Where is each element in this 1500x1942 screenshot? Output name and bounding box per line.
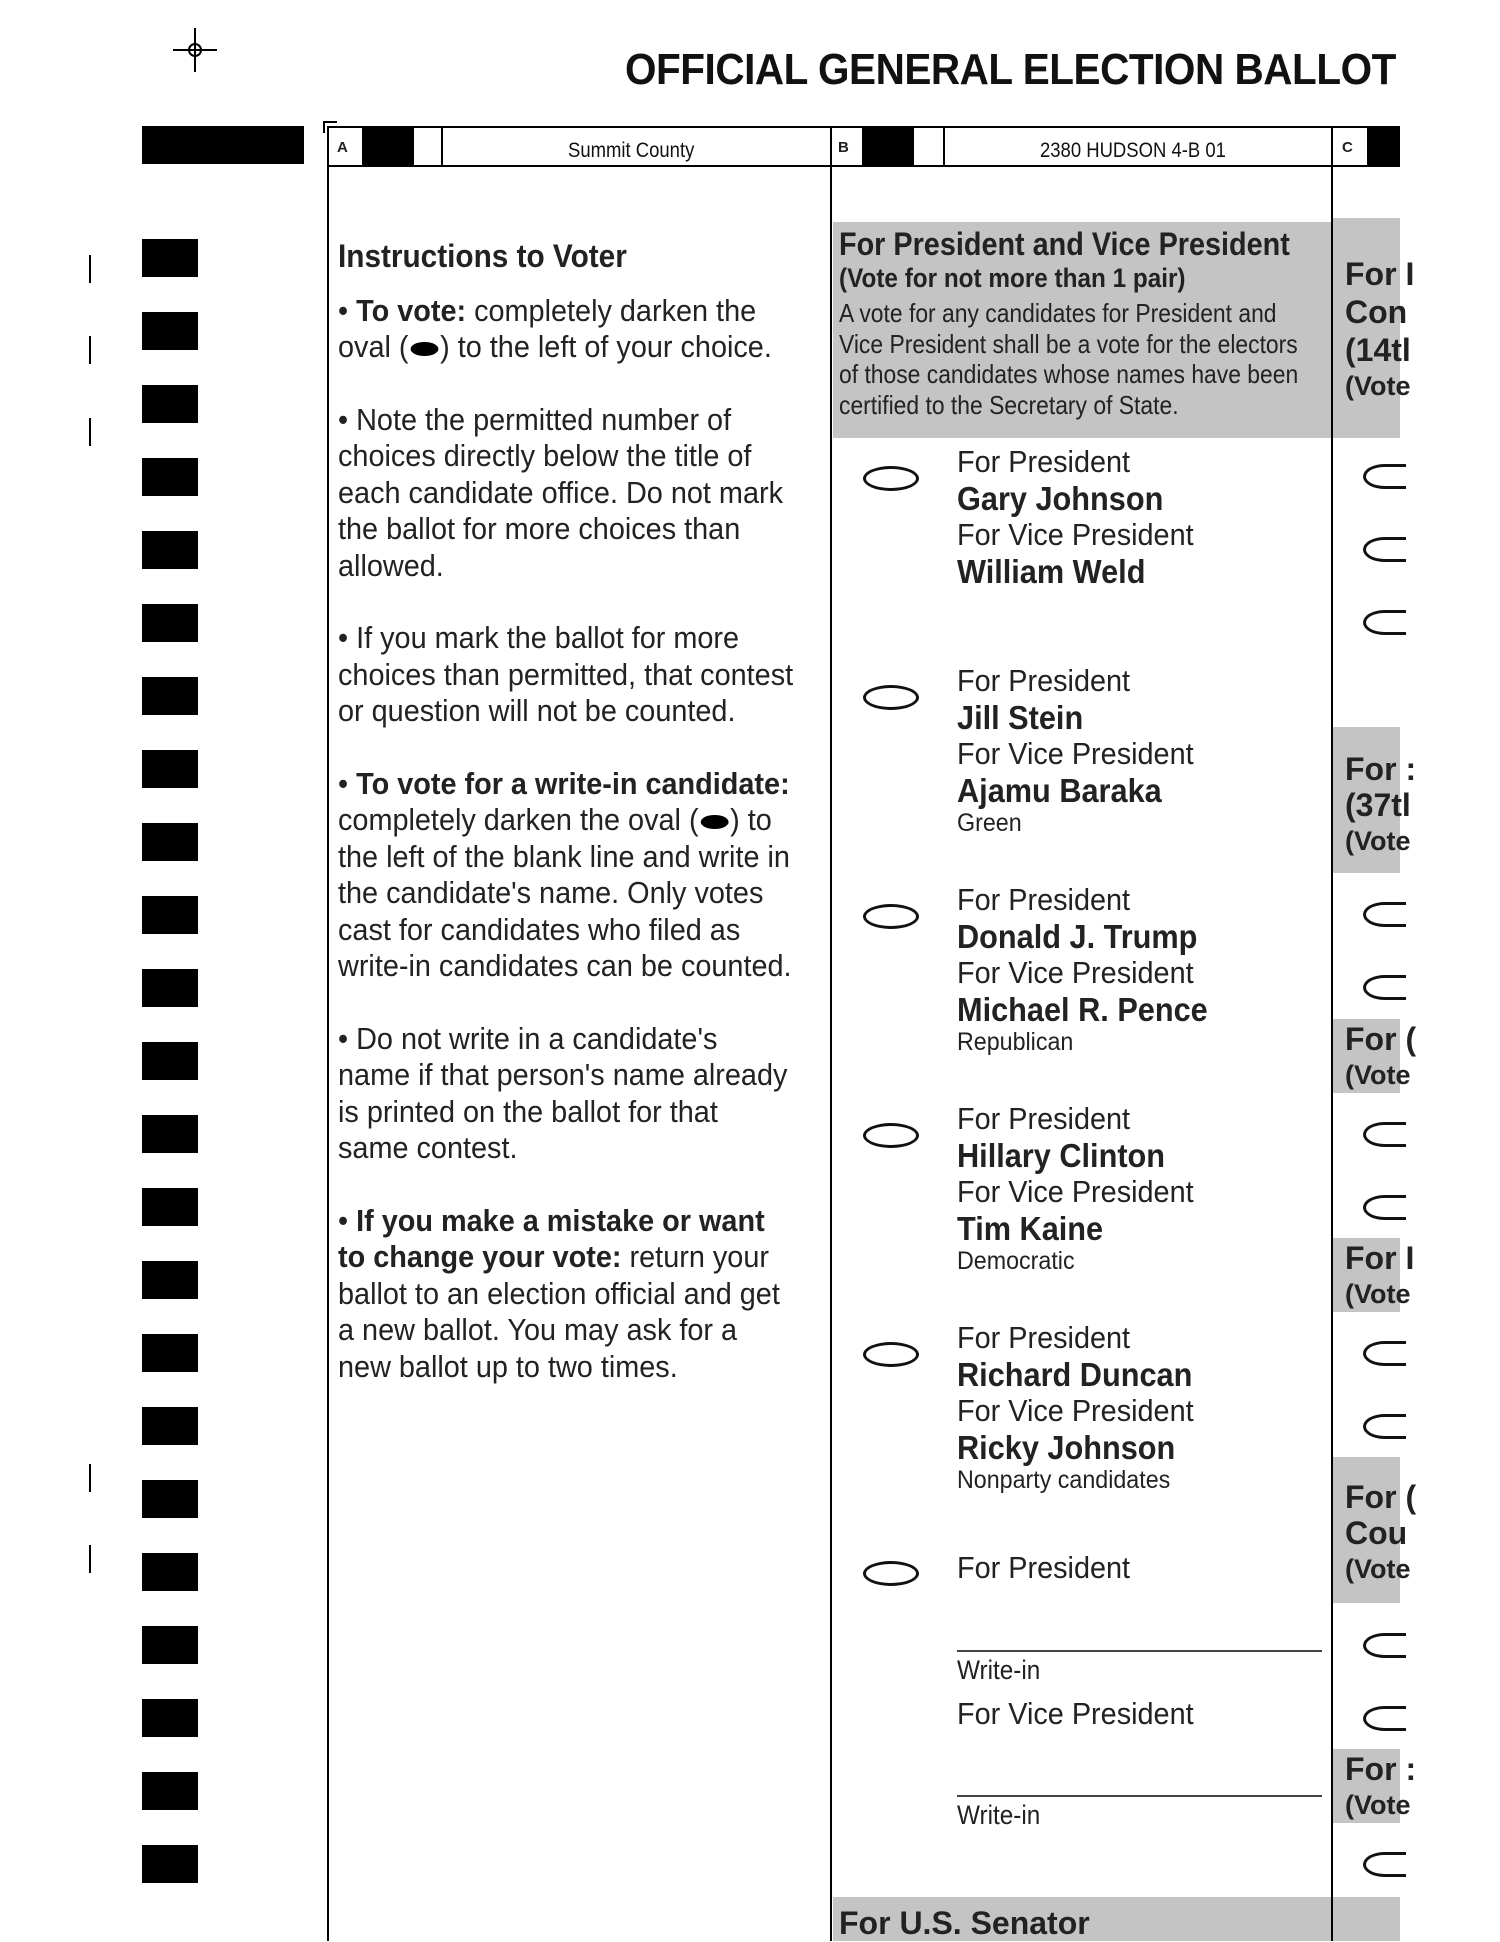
registration-mark-icon <box>173 28 217 72</box>
vote-oval[interactable] <box>863 685 919 710</box>
timing-mark <box>142 312 198 350</box>
instruction-lead: If you make a mistake or want to change your vote: <box>338 1202 765 1274</box>
fragment-text: (14tl <box>1345 332 1411 368</box>
timing-mark <box>142 1334 198 1372</box>
instruction-text: completely darken the oval ( <box>338 802 699 837</box>
fragment-text: Con <box>1345 294 1408 330</box>
instruction-item: • Note the permitted number of choices directly below the title of each candidate office. Do not mark the ballot for more choices than allowed. <box>338 401 784 583</box>
vote-oval[interactable] <box>1363 1706 1406 1731</box>
president-name: Donald J. Trump <box>957 917 1198 955</box>
contest-vote-limit: (Vote for not more than 1 pair) <box>839 263 1186 293</box>
header-block <box>862 128 914 165</box>
instruction-text: return your ballot to an election official and get a new ballot. You may ask for a new ballot up to two times. <box>338 1239 780 1384</box>
write-in-president-line[interactable] <box>957 1650 1322 1652</box>
instruction-text: Note the permitted number of choices directly below the title of each candidate office. Do not mark the ballot for more choices than allowed. <box>338 401 784 583</box>
write-in-vp-line[interactable] <box>957 1795 1322 1797</box>
edge-tick <box>89 255 91 283</box>
instruction-item: • To vote: completely darken the oval ( ) to the left of your choice. <box>338 292 772 364</box>
vote-oval[interactable] <box>1363 1633 1406 1658</box>
next-contest-header <box>833 1897 1331 1941</box>
office-label: For President <box>957 882 1131 917</box>
filled-oval-icon <box>410 342 438 356</box>
office-label: For Vice President <box>957 955 1194 990</box>
timing-mark <box>142 750 198 788</box>
timing-mark <box>142 1407 198 1445</box>
timing-mark <box>142 1261 198 1299</box>
fragment-text: For I <box>1345 1240 1415 1276</box>
fragment-text: (Vote <box>1345 826 1411 856</box>
contest-header-fragment <box>1333 1238 1415 1312</box>
instruction-lead: To vote for a write-in candidate: <box>356 765 790 801</box>
voter-instructions <box>338 238 794 1421</box>
office-label: For President <box>957 444 1131 479</box>
timing-mark <box>142 1699 198 1737</box>
party-label: Nonparty candidates <box>957 1466 1171 1494</box>
vote-oval[interactable] <box>1363 1414 1406 1439</box>
vice-president-name: Ricky Johnson <box>957 1428 1176 1466</box>
instruction-item: • If you mark the ballot for more choices than permitted, that contest or question will not be counted. <box>338 620 794 728</box>
instruction-text: Do not write in a candidate's name if that person's name already is printed on the ballot for that same contest. <box>338 1020 788 1165</box>
instruction-item: • To vote for a write-in candidate: completely darken the oval ( ) to the left of the blank line and write in the candidate's name. Only votes cast for candidates who filed as write-in candidates can be counted. <box>338 765 792 983</box>
next-contest-title: For U.S. Senator <box>839 1905 1090 1941</box>
header-bottom-rule <box>327 165 1400 167</box>
timing-mark <box>142 1772 198 1810</box>
fragment-text: (Vote <box>1345 1060 1411 1090</box>
write-in-label: Write-in <box>957 1655 1041 1685</box>
instructions-heading: Instructions to Voter <box>338 238 627 274</box>
instruction-text: ) to the left of your choice. <box>440 329 772 364</box>
fragment-text: For I <box>1345 256 1415 292</box>
vote-oval[interactable] <box>863 904 919 929</box>
header-divider <box>943 126 945 167</box>
column-a-b-divider <box>830 126 832 1941</box>
vote-oval[interactable] <box>1363 975 1406 1000</box>
ballot-title: OFFICIAL GENERAL ELECTION BALLOT <box>625 45 1396 94</box>
vote-oval[interactable] <box>1363 1122 1406 1147</box>
vote-oval[interactable] <box>863 1342 919 1367</box>
contest-header-fragment <box>1333 727 1417 873</box>
candidate-pair <box>957 1320 1194 1494</box>
write-in-president-label: For President <box>957 1550 1131 1585</box>
fragment-text: Cou <box>1345 1515 1408 1551</box>
timing-mark <box>142 677 198 715</box>
contest-title: For President and Vice President <box>839 226 1290 262</box>
fragment-text: For ( <box>1345 1021 1417 1057</box>
contest-header-fragment <box>1333 1019 1417 1093</box>
vote-oval[interactable] <box>1363 1852 1406 1877</box>
vice-president-name: Tim Kaine <box>957 1209 1104 1247</box>
party-label: Republican <box>957 1028 1074 1056</box>
instruction-text: If you mark the ballot for more choices than permitted, that contest or question will not be counted. <box>338 620 794 728</box>
fragment-text: For : <box>1345 751 1417 787</box>
instruction-item: • Do not write in a candidate's name if that person's name already is printed on the ballot for that same contest. <box>338 1020 788 1165</box>
office-label: For Vice President <box>957 1174 1194 1209</box>
office-label: For President <box>957 663 1131 698</box>
timing-mark-header <box>142 126 304 164</box>
timing-mark <box>142 458 198 496</box>
county-name: Summit County <box>568 139 695 162</box>
edge-tick <box>89 1464 91 1492</box>
header-block <box>1367 128 1400 165</box>
party-label: Democratic <box>957 1247 1075 1275</box>
edge-tick <box>89 336 91 364</box>
candidate-pair <box>957 444 1194 590</box>
fragment-text: For ( <box>1345 1479 1417 1515</box>
timing-mark <box>142 1115 198 1153</box>
candidate-pair <box>957 663 1194 837</box>
vote-oval[interactable] <box>1363 610 1406 635</box>
fragment-text: (37tl <box>1345 787 1411 823</box>
candidate-pair <box>957 882 1208 1056</box>
office-label: For President <box>957 1320 1131 1355</box>
vote-oval[interactable] <box>863 466 919 491</box>
instruction-lead: To vote: <box>356 292 467 328</box>
timing-mark <box>142 1553 198 1591</box>
contest-header-fragment <box>1333 1897 1400 1941</box>
vote-oval[interactable] <box>1363 1341 1406 1366</box>
contest-note: A vote for any candidates for President and Vice President shall be a vote for the electors of those candidates whose names have been certified to the Secretary of State. <box>839 298 1299 420</box>
contest-header-fragment <box>1333 218 1415 438</box>
contest-header-fragment <box>1333 1749 1417 1823</box>
instruction-item: • If you make a mistake or want to change your vote: return your ballot to an election official and get a new ballot. You may ask for a new ballot up to two times. <box>338 1202 780 1384</box>
timing-mark <box>142 1480 198 1518</box>
timing-mark <box>142 1188 198 1226</box>
vote-oval[interactable] <box>1363 537 1406 562</box>
fragment-text: (Vote <box>1345 1554 1411 1584</box>
precinct-id: 2380 HUDSON 4-B 01 <box>1040 139 1226 162</box>
fragment-text: (Vote <box>1345 371 1411 401</box>
vice-president-name: Ajamu Baraka <box>957 771 1162 809</box>
timing-mark <box>142 896 198 934</box>
write-in-label: Write-in <box>957 1800 1041 1830</box>
fragment-text: (Vote <box>1345 1790 1411 1820</box>
column-label-c: C <box>1342 139 1353 156</box>
edge-tick <box>89 1545 91 1573</box>
vice-president-name: William Weld <box>957 552 1146 590</box>
column-a-left-border <box>327 126 329 1941</box>
timing-mark <box>142 969 198 1007</box>
write-in-vp-label: For Vice President <box>957 1696 1194 1731</box>
column-label-b: B <box>838 139 849 156</box>
candidate-pair <box>957 1101 1194 1275</box>
president-name: Gary Johnson <box>957 479 1164 517</box>
timing-mark <box>142 239 198 277</box>
timing-mark <box>142 1626 198 1664</box>
vice-president-name: Michael R. Pence <box>957 990 1208 1028</box>
president-name: Hillary Clinton <box>957 1136 1166 1174</box>
timing-mark <box>142 1845 198 1883</box>
corner-mark <box>323 121 337 123</box>
instruction-text: ) to the left of the blank line and write in the candidate's name. Only votes cast for candidates who filed as write-in candidates can be counted. <box>338 802 792 983</box>
edge-tick <box>89 418 91 446</box>
timing-mark <box>142 823 198 861</box>
party-label: Green <box>957 809 1022 837</box>
fragment-text: (Vote <box>1345 1279 1411 1309</box>
column-label-a: A <box>337 139 348 156</box>
write-in-oval[interactable] <box>863 1561 919 1586</box>
filled-oval-icon <box>700 815 728 829</box>
president-name: Jill Stein <box>957 698 1084 736</box>
office-label: For Vice President <box>957 1393 1194 1428</box>
president-contest-header <box>833 222 1331 438</box>
timing-mark <box>142 385 198 423</box>
office-label: For Vice President <box>957 736 1194 771</box>
vote-oval[interactable] <box>1363 902 1406 927</box>
timing-mark <box>142 604 198 642</box>
vote-oval[interactable] <box>1363 1195 1406 1220</box>
office-label: For Vice President <box>957 517 1194 552</box>
header-block <box>362 128 414 165</box>
instruction-text: completely darken the oval ( <box>338 292 757 364</box>
office-label: For President <box>957 1101 1131 1136</box>
vote-oval[interactable] <box>863 1123 919 1148</box>
fragment-text: For : <box>1345 1751 1417 1787</box>
vote-oval[interactable] <box>1363 464 1406 489</box>
timing-mark <box>142 531 198 569</box>
timing-mark <box>142 1042 198 1080</box>
header-divider <box>441 126 443 167</box>
president-name: Richard Duncan <box>957 1355 1193 1393</box>
contest-header-fragment <box>1333 1457 1417 1603</box>
